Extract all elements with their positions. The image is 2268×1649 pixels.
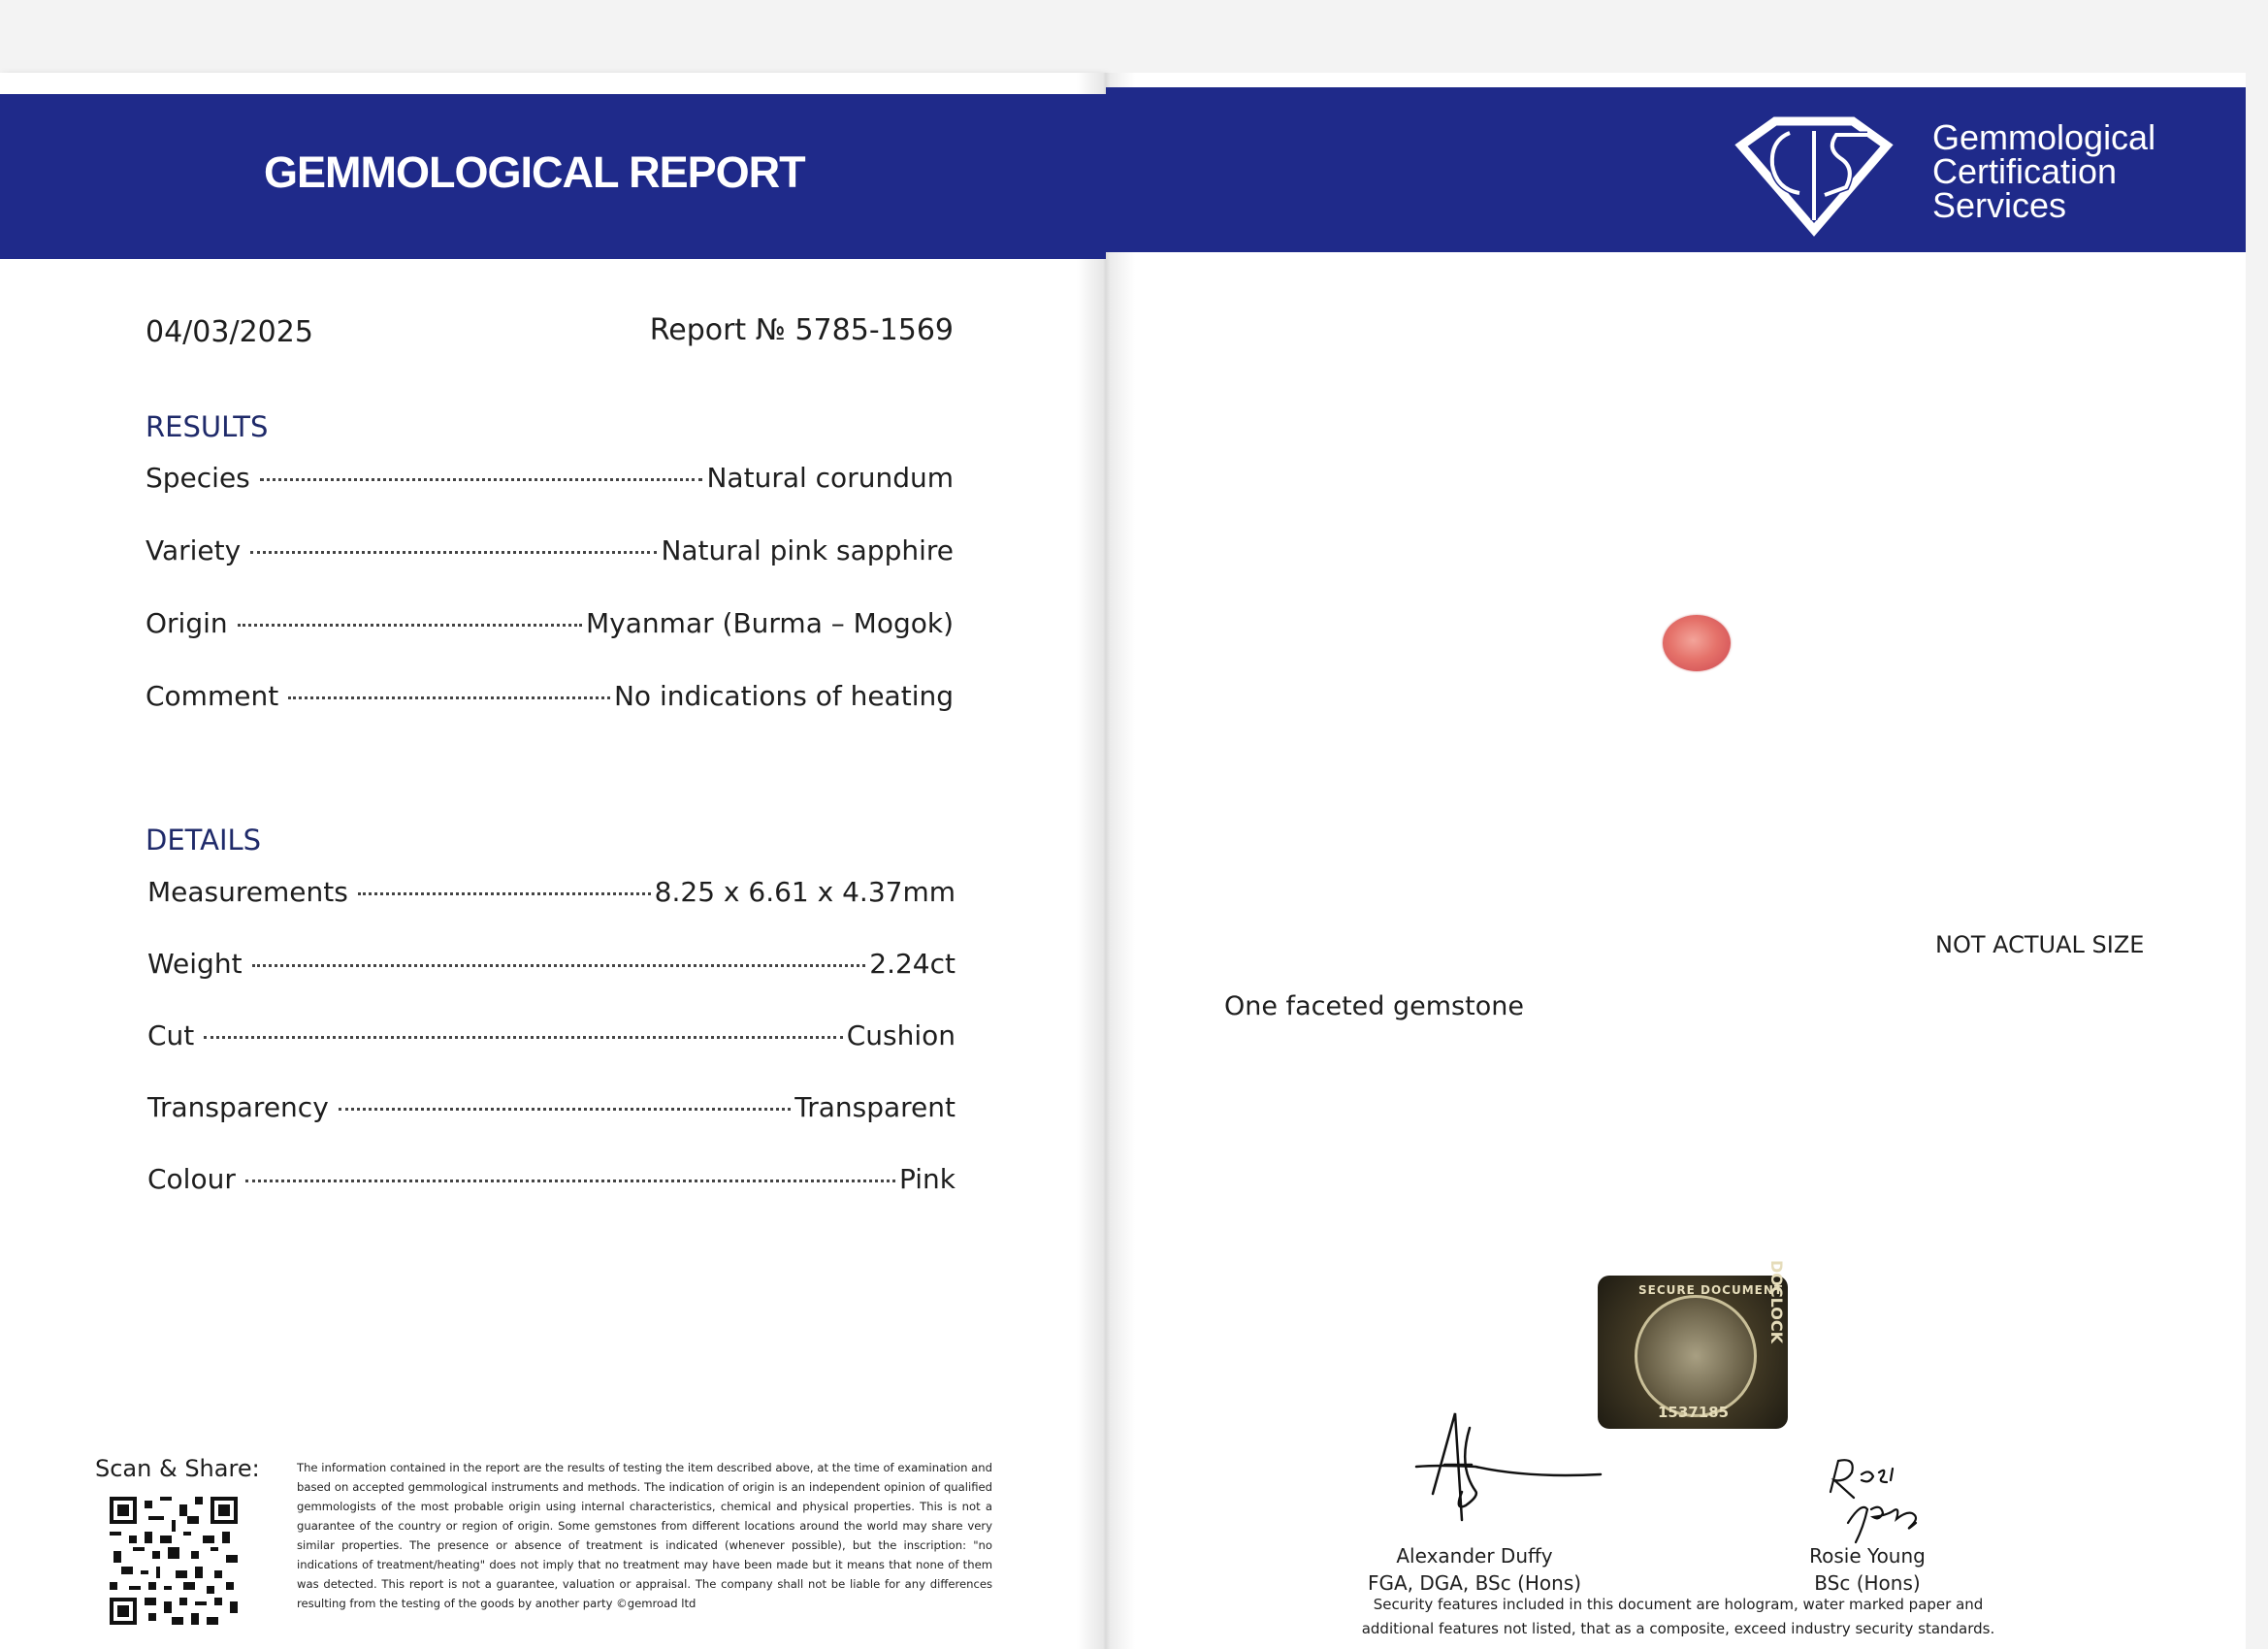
leader-dots xyxy=(339,1108,791,1111)
gcs-logo-icon xyxy=(1732,112,1896,238)
signature-duffy-icon xyxy=(1411,1408,1605,1525)
row-label: Measurements xyxy=(147,876,348,908)
row-value: Myanmar (Burma – Mogok) xyxy=(586,607,954,639)
legal-disclaimer: The information contained in the report are the results of testing the item described above, at the time of examination and based on accepted gemmological instruments and methods. The indication of origin is an independent opinion of qualified gemmologists of the most probable origin using internal characteristics, chemical and physical properties. This is not a guarantee of the country or region of origin. Some gemstones from different locations around the world may share very similar properties. The presence or absence of treatment is indicated (whenever possible), but the inscription: "no indications of treatment/heating" does not imply that no treatment may have been made but it means that none of them was detected. This report is not a guarantee, valuation or appraisal. The company shall not be liable for any differences resulting from the testing of the goods by another party ©gemroad ltd xyxy=(297,1461,992,1610)
row-value: Natural corundum xyxy=(706,462,954,494)
leader-dots xyxy=(288,696,610,699)
row-label: Origin xyxy=(146,607,228,639)
row-value: 8.25 x 6.61 x 4.37mm xyxy=(654,876,956,908)
report-title: GEMMOLOGICAL REPORT xyxy=(264,147,805,197)
row-label: Variety xyxy=(146,534,242,566)
row-label: Transparency xyxy=(147,1091,329,1123)
qr-code-icon[interactable] xyxy=(110,1497,238,1625)
gemstone-caption: One faceted gemstone xyxy=(1224,991,1524,1021)
signer-2-name: Rosie Young xyxy=(1809,1544,1926,1568)
details-row-transparency xyxy=(147,1091,956,1130)
signer-2-credentials: BSc (Hons) xyxy=(1814,1571,1921,1595)
details-row-colour xyxy=(147,1163,956,1202)
left-page xyxy=(0,73,1106,1649)
leader-dots xyxy=(358,892,651,895)
row-label: Cut xyxy=(147,1019,195,1051)
leader-dots xyxy=(238,624,582,627)
leader-dots xyxy=(252,964,866,967)
row-value: Transparent xyxy=(794,1091,956,1123)
row-label: Comment xyxy=(146,680,279,712)
row-value: Pink xyxy=(898,1163,956,1195)
signer-1-name: Alexander Duffy xyxy=(1396,1544,1553,1568)
hologram-serial: 1537185 xyxy=(1658,1404,1730,1421)
row-label: Weight xyxy=(147,948,243,980)
results-row-species xyxy=(146,462,954,501)
row-value: No indications of heating xyxy=(613,680,954,712)
page-gutter xyxy=(1077,73,1135,1649)
leader-dots xyxy=(250,551,657,554)
brand-line-3: Services xyxy=(1932,185,2067,225)
signature-young-icon xyxy=(1819,1455,1930,1547)
signer-1-credentials: FGA, DGA, BSc (Hons) xyxy=(1367,1571,1582,1595)
details-row-weight xyxy=(147,948,956,986)
hologram-seal-icon xyxy=(1635,1295,1757,1417)
leader-dots xyxy=(260,478,703,481)
row-label: Colour xyxy=(147,1163,236,1195)
hologram-ring-text: SECURE DOCUMENT xyxy=(1638,1283,1784,1297)
brand-line-2: Certification xyxy=(1932,151,2118,191)
not-actual-size-note: NOT ACTUAL SIZE xyxy=(1935,931,2145,958)
details-heading: DETAILS xyxy=(146,824,262,857)
row-value: 2.24ct xyxy=(869,948,956,980)
scan-share-label: Scan & Share: xyxy=(95,1455,260,1482)
brand-line-1: Gemmological xyxy=(1932,117,2156,157)
details-row-cut xyxy=(147,1019,956,1058)
hologram-brand: DOCLOCK xyxy=(1767,1260,1786,1343)
gemstone-image xyxy=(1663,615,1731,671)
brand-name xyxy=(1932,117,2156,225)
leader-dots xyxy=(204,1036,842,1039)
report-date: 04/03/2025 xyxy=(146,315,313,349)
row-value: Cushion xyxy=(846,1019,956,1051)
security-note: Security features included in this document are hologram, water marked paper and additional features not listed, that as a composite, exceed industry security standards. xyxy=(1361,1596,1995,1637)
report-number: Report № 5785-1569 xyxy=(649,313,954,347)
leader-dots xyxy=(245,1180,895,1182)
results-row-variety xyxy=(146,534,954,573)
results-row-origin xyxy=(146,607,954,646)
details-row-measurements xyxy=(147,876,956,915)
results-heading: RESULTS xyxy=(146,410,269,443)
row-label: Species xyxy=(146,462,250,494)
results-row-comment xyxy=(146,680,954,719)
row-value: Natural pink sapphire xyxy=(661,534,954,566)
security-hologram xyxy=(1598,1260,1788,1429)
